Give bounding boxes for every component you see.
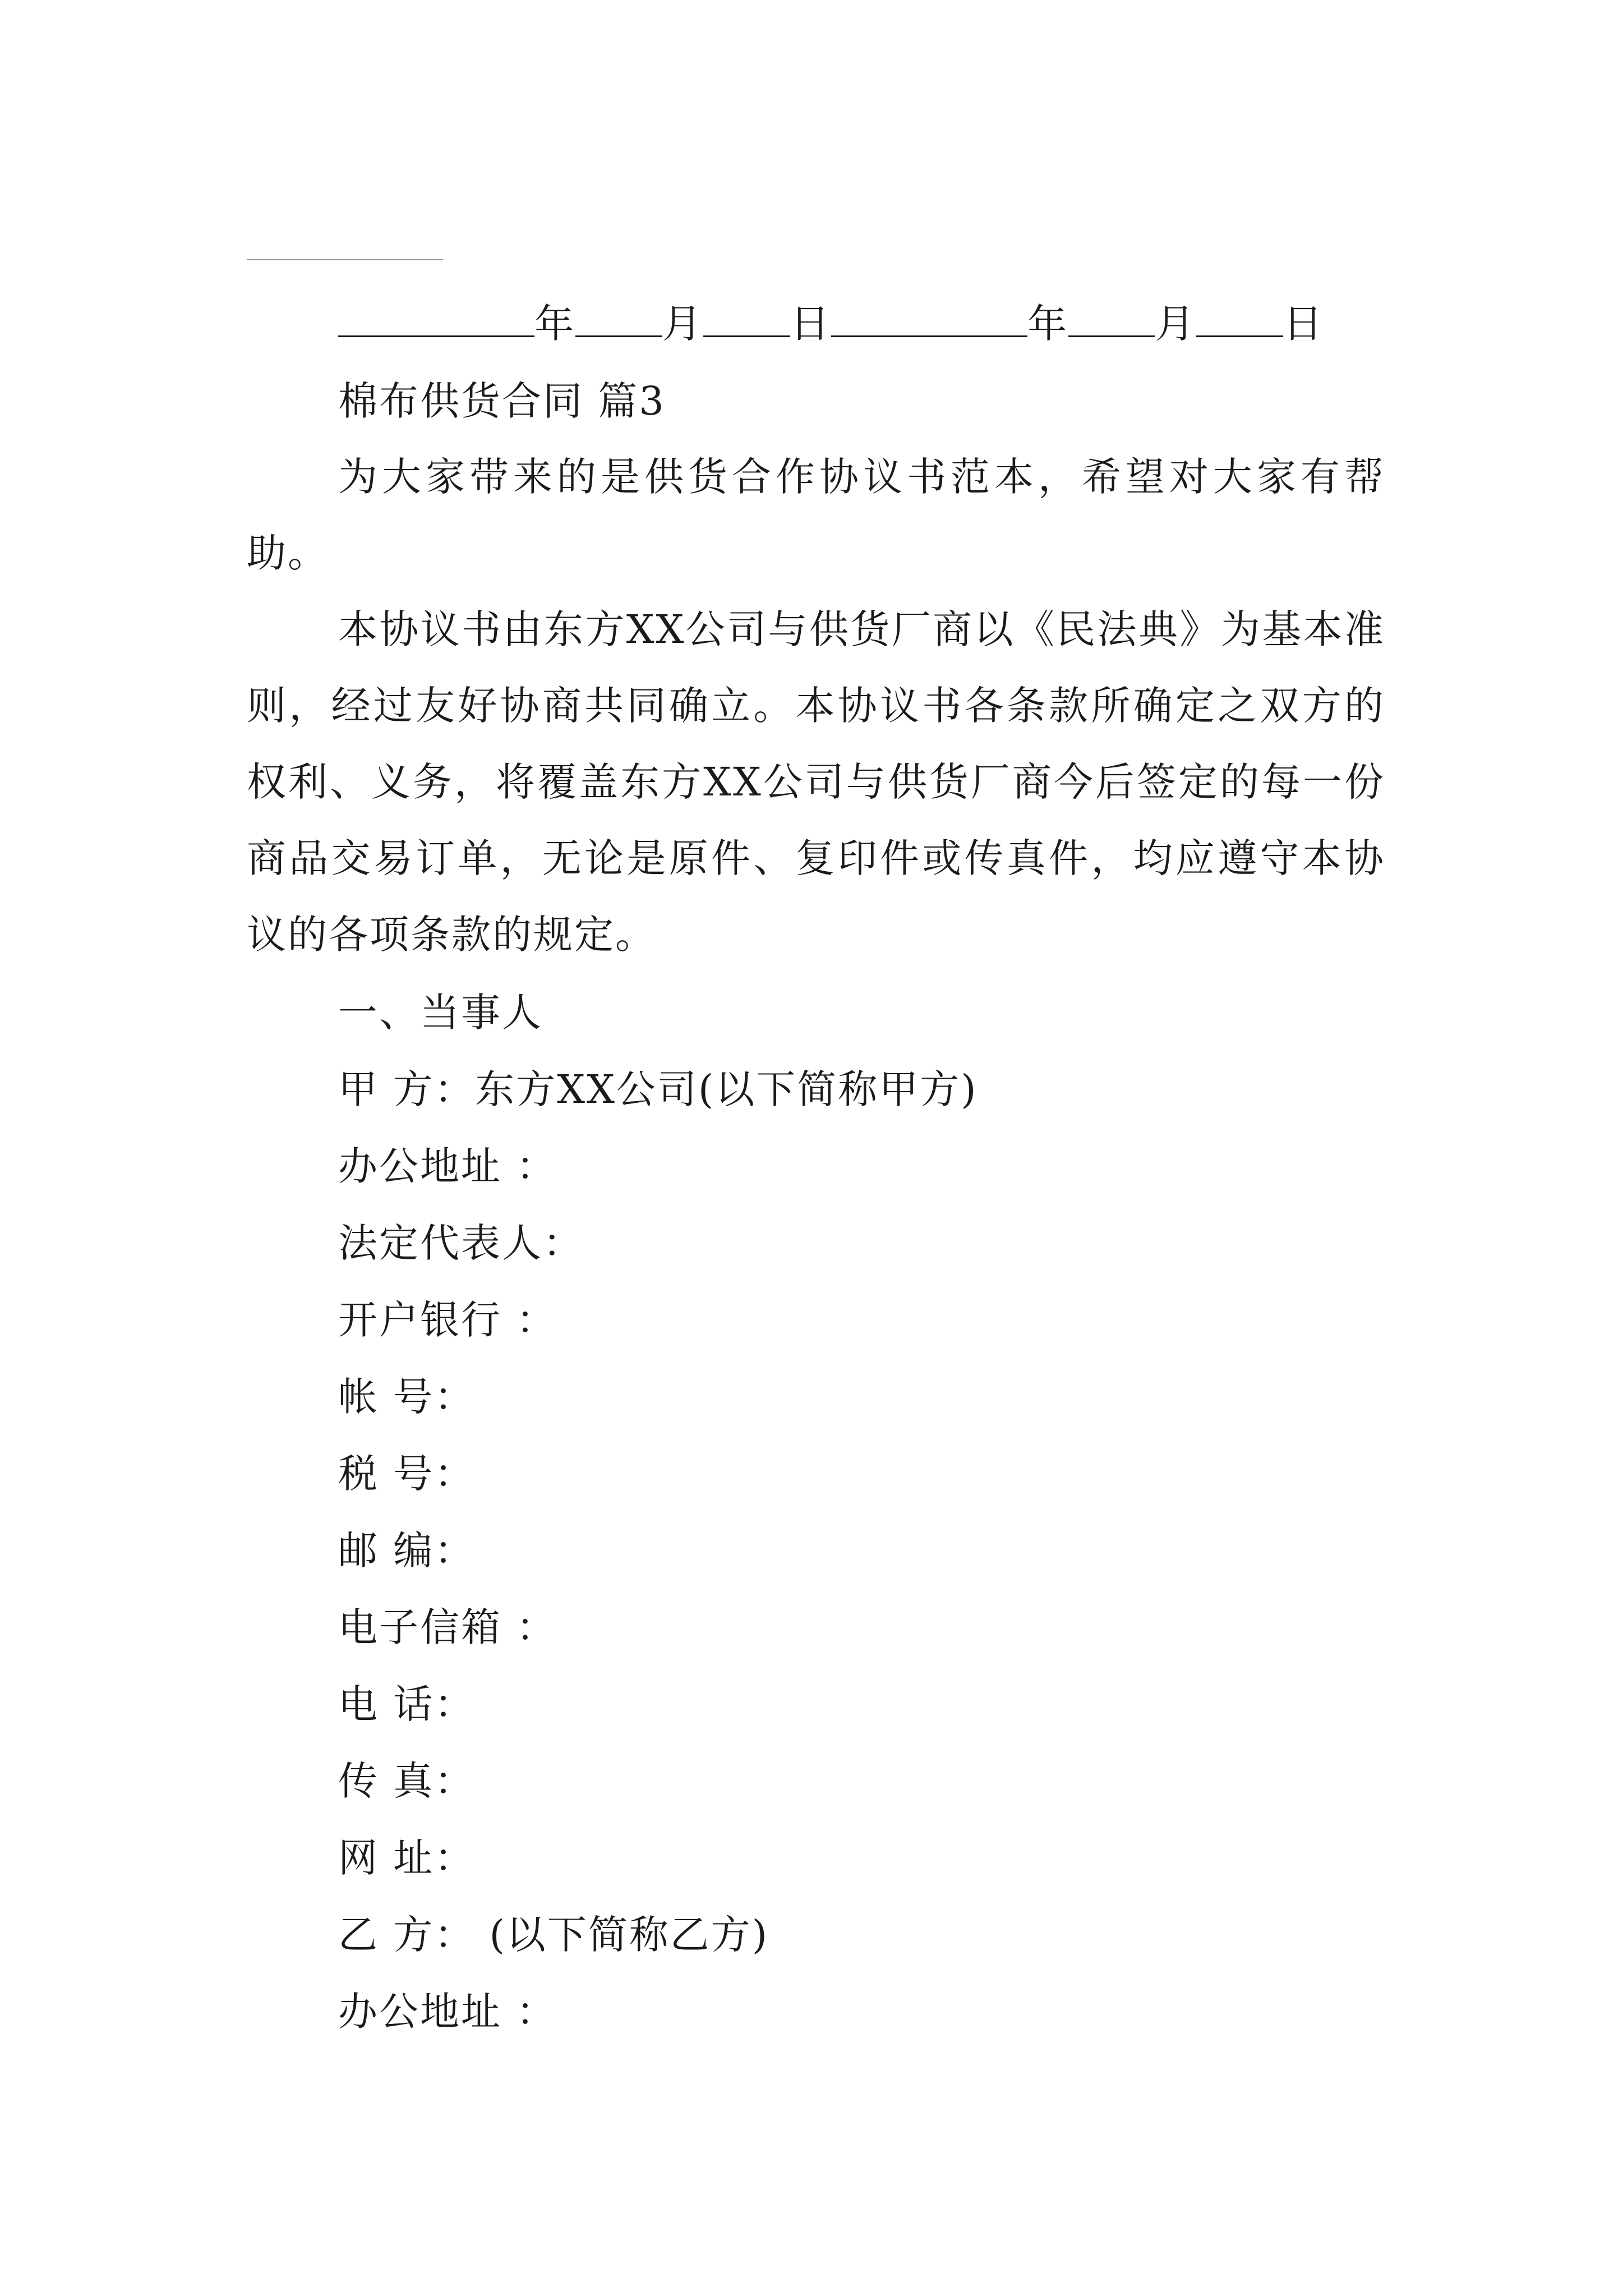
account-no: 帐 号： <box>338 1374 476 1420</box>
day-label-2: 日 <box>1283 301 1324 347</box>
intro-paragraph: 为大家带来的是供货合作协议书范本，希望对大家有帮助。 <box>247 454 1385 576</box>
doc-heading: 棉布供货合同 篇3 <box>338 378 666 424</box>
office-address-a: 办公地址 ： <box>338 1143 557 1189</box>
office-address-b: 办公地址 ： <box>338 1989 557 2035</box>
month-blank-2 <box>1068 296 1155 337</box>
year-label-1: 年 <box>534 301 575 347</box>
website: 网 址： <box>338 1835 476 1881</box>
phone: 电 话： <box>338 1681 476 1727</box>
month-blank-1 <box>575 296 662 337</box>
bank: 开户银行 ： <box>338 1297 557 1343</box>
section-title: 一、当事人 <box>338 990 543 1036</box>
month-label-1: 月 <box>662 301 703 347</box>
month-label-2: 月 <box>1155 301 1196 347</box>
tax-no: 税 号： <box>338 1451 476 1497</box>
day-blank-2 <box>1196 296 1283 337</box>
party-b-line: 乙 方： (以下简称乙方) <box>338 1912 769 1958</box>
top-rule <box>247 259 443 260</box>
year-blank-1 <box>338 296 534 337</box>
party-a-line: 甲 方：东方XX公司(以下简称甲方) <box>338 1066 978 1112</box>
day-label-1: 日 <box>790 301 831 347</box>
email: 电子信箱 ： <box>338 1604 557 1650</box>
year-label-2: 年 <box>1027 301 1068 347</box>
postcode: 邮 编： <box>338 1527 476 1573</box>
legal-rep: 法定代表人： <box>338 1220 584 1266</box>
date-line <box>338 296 1324 352</box>
year-blank-2 <box>831 296 1027 337</box>
body-paragraph: 本协议书由东方XX公司与供货厂商以《民法典》为基本准则，经过友好协商共同确立。本协议书各条款所确定之双方的权利、义务，将覆盖东方XX公司与供货厂商今后签定的每一份商品交易订单，无论是原件、复印件或传真件，均应遵守本协议的各项条款的规定。 <box>247 606 1385 958</box>
fax: 传 真： <box>338 1758 476 1804</box>
day-blank-1 <box>703 296 790 337</box>
